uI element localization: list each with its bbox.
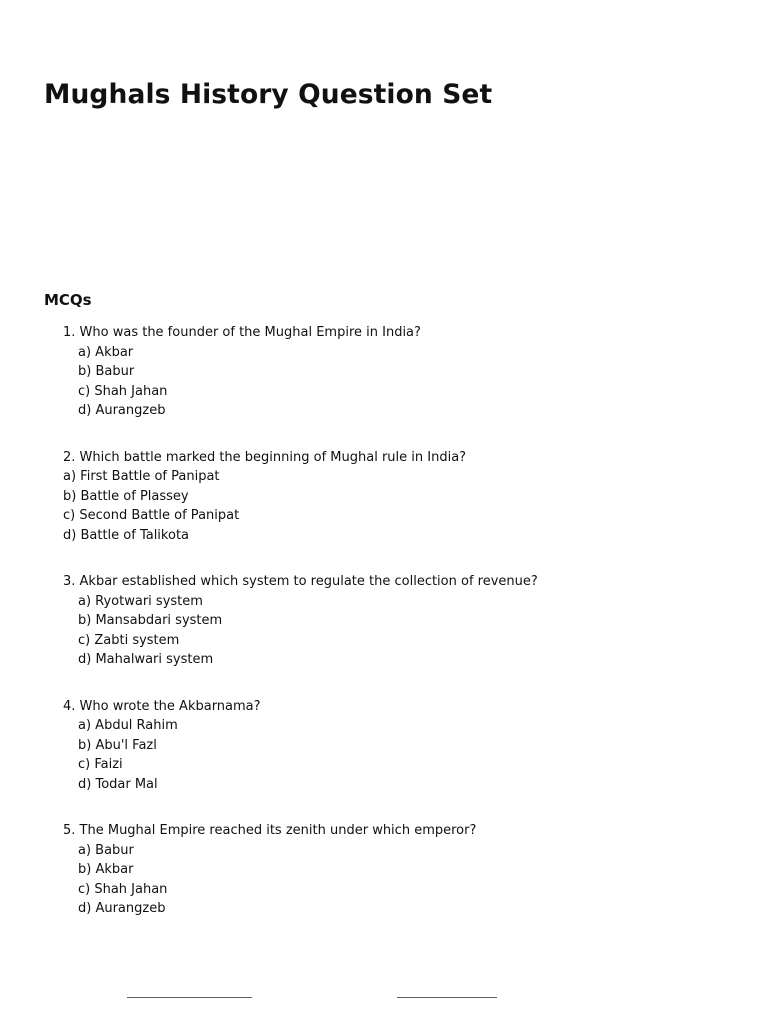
option-b: b) Mansabdari system	[78, 613, 223, 628]
option-a: a) First Battle of Panipat	[63, 469, 220, 484]
question-2	[63, 448, 743, 546]
section-heading-mcqs: MCQs	[44, 291, 92, 309]
option-list	[63, 841, 743, 919]
footer-link-underline[interactable]	[127, 997, 252, 998]
question-text: 2. Which battle marked the beginning of Mughal rule in India?	[63, 449, 467, 465]
option-c: c) Faizi	[78, 757, 123, 772]
option-c: c) Shah Jahan	[78, 383, 168, 399]
option-b: b) Abu'l Fazl	[78, 737, 157, 753]
option-a: a) Babur	[78, 842, 134, 858]
question-4	[63, 697, 743, 795]
option-list	[63, 592, 743, 670]
question-1	[63, 323, 743, 421]
option-c: c) Shah Jahan	[78, 881, 168, 897]
option-b: b) Battle of Plassey	[63, 488, 189, 504]
question-text: 1. Who was the founder of the Mughal Empire in India?	[63, 325, 421, 340]
question-text: 3. Akbar established which system to regulate the collection of revenue?	[63, 574, 538, 589]
option-a: a) Ryotwari system	[78, 593, 203, 609]
option-a: a) Abdul Rahim	[78, 718, 178, 733]
question-3	[63, 572, 743, 670]
footer-link-underline[interactable]	[397, 997, 497, 998]
question-list	[63, 323, 743, 946]
question-text: 4. Who wrote the Akbarnama?	[63, 698, 261, 714]
option-d: d) Mahalwari system	[78, 652, 214, 667]
option-d: d) Todar Mal	[78, 776, 158, 792]
option-list	[63, 343, 743, 421]
option-list	[63, 716, 743, 794]
option-c: c) Second Battle of Panipat	[63, 508, 240, 523]
option-b: b) Babur	[78, 364, 135, 379]
option-b: b) Akbar	[78, 862, 134, 877]
option-c: c) Zabti system	[78, 632, 180, 648]
option-d: d) Aurangzeb	[78, 403, 166, 418]
question-text: 5. The Mughal Empire reached its zenith under which emperor?	[63, 823, 477, 838]
option-d: d) Aurangzeb	[78, 901, 166, 916]
option-a: a) Akbar	[78, 344, 134, 360]
option-list	[63, 467, 743, 545]
option-d: d) Battle of Talikota	[63, 527, 190, 543]
question-5	[63, 821, 743, 919]
page-title: Mughals History Question Set	[44, 79, 493, 110]
